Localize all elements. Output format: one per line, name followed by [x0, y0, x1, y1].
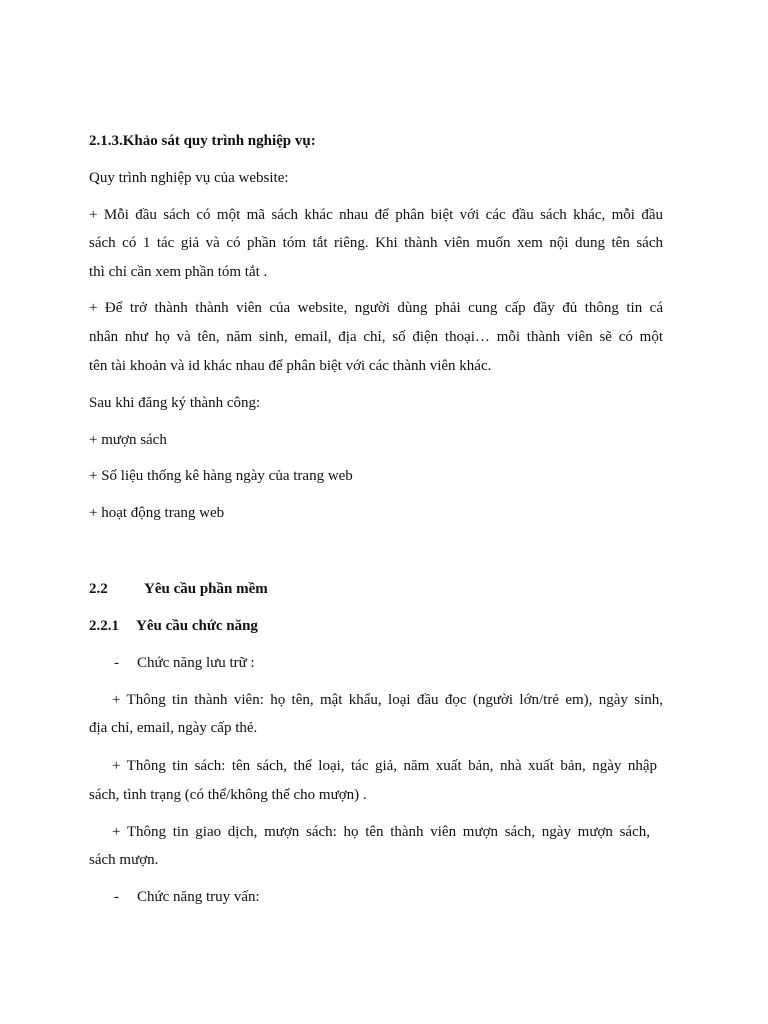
- section-number-2-2: 2.2: [89, 581, 108, 597]
- after-register-text: Sau khi đăng ký thành công:: [89, 395, 261, 411]
- paragraph-member-line-2: nhân như họ và tên, năm sinh, email, địa chỉ, số điện thoại… mỗi thành viên sẽ có một: [89, 329, 663, 345]
- list-item: + hoạt động trang web: [89, 505, 225, 521]
- section-number-2-2-1: 2.2.1: [89, 618, 119, 634]
- storage-member-line-2: địa chỉ, email, ngày cấp thẻ.: [89, 720, 258, 736]
- section-title-2-2-1: Yêu cầu chức năng: [136, 618, 258, 634]
- paragraph-book-line-1: + Mỗi đầu sách có một mã sách khác nhau để phân biệt với các đầu sách khác, mỗi đầu: [89, 207, 663, 223]
- list-item: + Số liệu thống kê hàng ngày của trang web: [89, 468, 353, 484]
- query-function-label: Chức năng truy vấn:: [137, 889, 260, 905]
- section-title-2-2: Yêu cầu phần mềm: [144, 581, 268, 597]
- storage-book-line-1: + Thông tin sách: tên sách, thể loại, tác giả, năm xuất bản, nhà xuất bản, ngày nhập: [112, 758, 657, 774]
- paragraph-member-line-3: tên tài khoản và id khác nhau để phân biệt với các thành viên khác.: [89, 358, 492, 374]
- paragraph-book-line-2: sách có 1 tác giả và có phần tóm tắt riêng. Khi thành viên muốn xem nội dung tên sách: [89, 235, 663, 251]
- bullet-dash: -: [114, 889, 119, 905]
- bullet-dash: -: [114, 655, 119, 671]
- paragraph-book-line-3: thì chỉ cần xem phần tóm tắt .: [89, 264, 268, 280]
- storage-function-label: Chức năng lưu trữ :: [137, 655, 255, 671]
- list-item: + mượn sách: [89, 432, 167, 448]
- section-heading-2-1-3: 2.1.3.Khảo sát quy trình nghiệp vụ:: [89, 133, 316, 149]
- storage-member-line-1: + Thông tin thành viên: họ tên, mật khẩu, loại đầu đọc (người lớn/trẻ em), ngày sinh,: [112, 692, 663, 708]
- process-intro: Quy trình nghiệp vụ của website:: [89, 170, 289, 186]
- storage-book-line-2: sách, tình trạng (có thể/không thể cho mượn) .: [89, 787, 367, 803]
- paragraph-member-line-1: + Để trở thành thành viên của website, người dùng phải cung cấp đầy đủ thông tin cá: [89, 300, 663, 316]
- storage-transaction-line-1: + Thông tin giao dịch, mượn sách: họ tên thành viên mượn sách, ngày mượn sách,: [112, 824, 650, 840]
- storage-transaction-line-2: sách mượn.: [89, 852, 159, 868]
